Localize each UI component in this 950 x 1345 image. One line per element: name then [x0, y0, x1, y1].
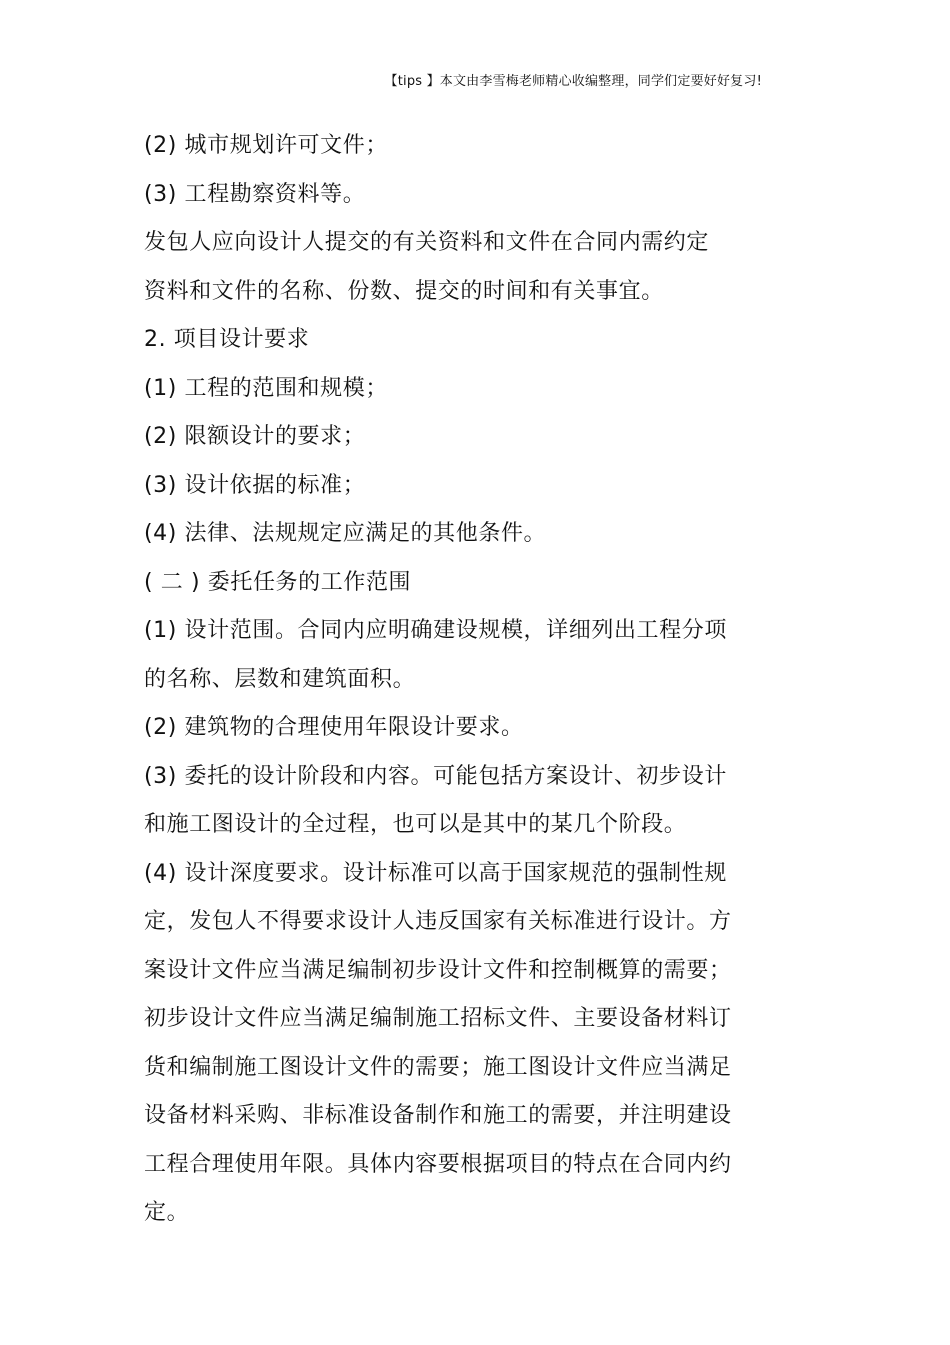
text-line: 的名称、层数和建筑面积。 [144, 666, 416, 692]
text-line: (2) 城市规划许可文件； [144, 133, 388, 158]
text-line: 发包人应向设计人提交的有关资料和文件在合同内需约定 [144, 230, 710, 255]
text-line: 工程合理使用年限。具体内容要根据项目的特点在合同内约 [144, 1151, 732, 1177]
text-line: 资料和文件的名称、份数、提交的时间和有关事宜。 [144, 278, 664, 304]
text-line: (3) 工程勘察资料等。 [144, 181, 366, 207]
text-line: 设备材料采购、非标准设备制作和施工的需要，并注明建设 [144, 1103, 732, 1128]
text-line: (2) 限额设计的要求； [144, 424, 366, 449]
text-line: (1) 设计范围。合同内应明确建设规模，详细列出工程分项 [144, 618, 727, 643]
text-line: 货和编制施工图设计文件的需要；施工图设计文件应当满足 [144, 1054, 732, 1080]
section-heading: ( 二 ) 委托任务的工作范围 [144, 569, 412, 595]
text-line: (4) 设计深度要求。设计标准可以高于国家规范的强制性规 [144, 860, 727, 886]
text-line: 和施工图设计的全过程，也可以是其中的某几个阶段。 [144, 812, 687, 837]
text-line: 定，发包人不得要求设计人违反国家有关标准进行设计。方 [144, 909, 732, 934]
text-line: 定。 [144, 1200, 190, 1225]
text-line: (1) 工程的范围和规模； [144, 375, 388, 401]
text-line: (2) 建筑物的合理使用年限设计要求。 [144, 715, 524, 740]
text-line: (3) 委托的设计阶段和内容。可能包括方案设计、初步设计 [144, 763, 727, 789]
text-line: (3) 设计依据的标准； [144, 472, 366, 498]
section-heading: 2. 项目设计要求 [144, 327, 310, 352]
text-line: (4) 法律、法规规定应满足的其他条件。 [144, 521, 547, 546]
text-line: 案设计文件应当满足编制初步设计文件和控制概算的需要； [144, 957, 732, 983]
document-body [144, 124, 744, 1240]
header-tips-note: 【tips 】本文由李雪梅老师精心收编整理，同学们定要好好复习! [384, 74, 762, 89]
text-line: 初步设计文件应当满足编制施工招标文件、主要设备材料订 [144, 1006, 732, 1031]
